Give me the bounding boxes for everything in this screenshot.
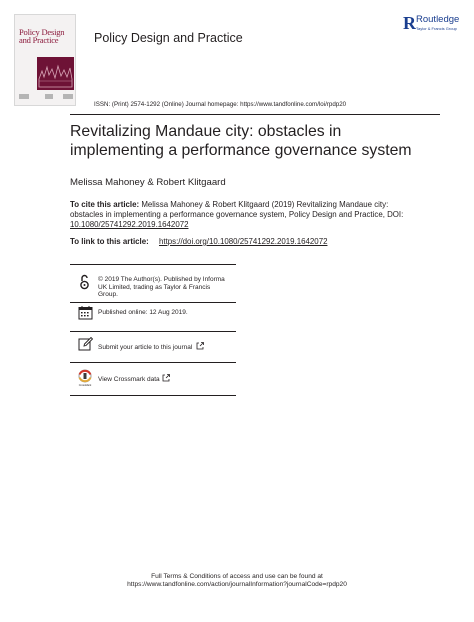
- edit-icon: [78, 336, 93, 351]
- published-date: Published online: 12 Aug 2019.: [98, 309, 188, 316]
- info-top-divider: [70, 264, 236, 265]
- publisher-group: Taylor & Francis Group: [416, 26, 457, 31]
- journal-title[interactable]: Policy Design and Practice: [94, 31, 243, 45]
- crossmark-text: View Crossmark data: [98, 376, 160, 383]
- link-label: To link to this article:: [70, 237, 149, 246]
- article-title-line1: Revitalizing Mandaue city: obstacles in: [70, 123, 342, 140]
- article-title: [70, 122, 442, 160]
- crossmark-link[interactable]: [98, 374, 170, 384]
- cover-title-line2: and Practice: [19, 35, 59, 45]
- issn-homepage-line[interactable]: ISSN: (Print) 2574-1292 (Online) Journal homepage: https://www.tandfonline.com/loi/rpdp20: [94, 101, 347, 108]
- publisher-logo[interactable]: [403, 14, 467, 34]
- citation-doi-link[interactable]: 10.1080/25741292.2019.1642072: [70, 220, 189, 229]
- citation-text-line1: Melissa Mahoney & Robert Klitgaard (2019) Revitalizing Mandaue city:: [141, 200, 389, 209]
- article-authors: Melissa Mahoney & Robert Klitgaard: [70, 177, 226, 188]
- citation-label: To cite this article:: [70, 200, 140, 209]
- citation-block: [70, 200, 450, 230]
- cover-title-line1: Policy Design: [19, 27, 65, 37]
- cover-title: [19, 28, 75, 44]
- article-title-line2: implementing a performance governance system: [70, 142, 412, 159]
- license-line1: © 2019 The Author(s). Published by Informa: [98, 276, 225, 283]
- footer-terms-link[interactable]: https://www.tandfonline.com/action/journalInformation?journalCode=rpdp20: [127, 581, 347, 588]
- calendar-icon: [78, 305, 93, 320]
- footer-line1: Full Terms & Conditions of access and use can be found at: [151, 573, 323, 580]
- info-bottom-divider: [70, 395, 236, 396]
- external-link-icon: [196, 342, 204, 350]
- info-divider-1: [70, 302, 236, 303]
- journal-cover: [14, 14, 76, 106]
- crossmark-icon: [77, 369, 93, 387]
- submit-article-link[interactable]: [98, 342, 204, 352]
- header-divider: [70, 114, 440, 115]
- license-line3: Group.: [98, 291, 118, 298]
- cover-skyline-icon: [37, 57, 74, 90]
- citation-text-line2: obstacles in implementing a performance governance system, Policy Design and Practice, DOI:: [70, 210, 404, 219]
- terms-footer: [0, 573, 474, 589]
- open-access-icon: [79, 274, 90, 290]
- routledge-r-icon: R: [403, 13, 416, 33]
- info-divider-2: [70, 331, 236, 332]
- external-link-icon: [162, 374, 170, 382]
- info-divider-3: [70, 362, 236, 363]
- cover-artwork: [37, 57, 74, 90]
- license-statement: [98, 276, 225, 299]
- publisher-name: Routledge: [416, 14, 460, 25]
- cover-footer-logos: [19, 94, 73, 100]
- doi-link[interactable]: https://doi.org/10.1080/25741292.2019.1642072: [158, 237, 328, 246]
- crossmark-badge-text: CrossMark: [78, 384, 92, 387]
- license-line2: UK Limited, trading as Taylor & Francis: [98, 283, 211, 291]
- submit-article-text: Submit your article to this journal: [98, 344, 193, 351]
- article-link-line: [70, 237, 327, 246]
